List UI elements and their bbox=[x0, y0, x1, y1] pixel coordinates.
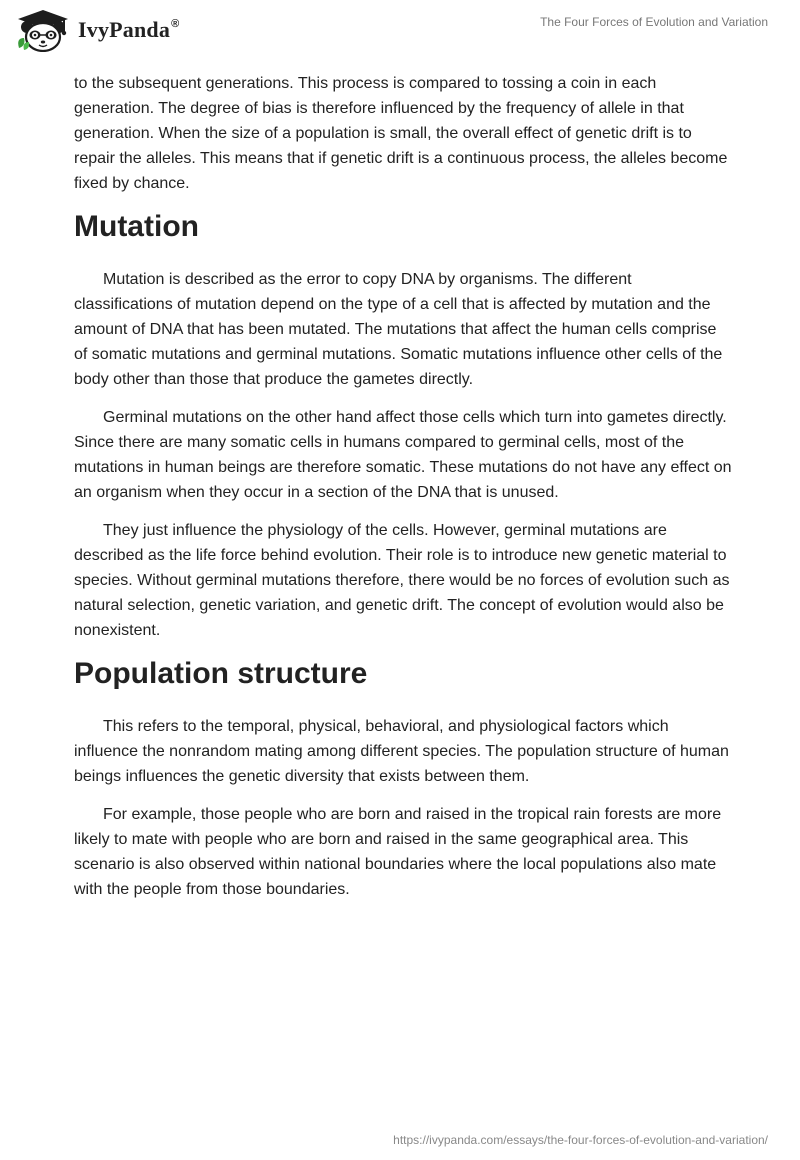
source-url[interactable]: https://ivypanda.com/essays/the-four-forces-of-evolution-and-variation/ bbox=[393, 1133, 768, 1147]
brand-logo[interactable] bbox=[14, 8, 179, 52]
paragraph: For example, those people who are born and raised in the tropical rain forests are more likely to mate with people who are born and raised in the same geographical area. This scenario is also observed within national boundaries where the local populations also mate with the people from those boundaries. bbox=[74, 806, 722, 898]
document-title: The Four Forces of Evolution and Variation bbox=[540, 15, 768, 29]
section-heading-mutation: Mutation bbox=[74, 210, 199, 243]
brand-name: IvyPanda® bbox=[78, 17, 180, 42]
paragraph: to the subsequent generations. This process is compared to tossing a coin in each generation. The degree of bias is therefore influenced by the frequency of allele in that generation. When the size of a population is small, the overall effect of genetic drift is to repair the alleles. This means that if genetic drift is a continuous process, the alleles become fixed by chance. bbox=[74, 75, 728, 192]
essay-content bbox=[74, 71, 734, 915]
paragraph: Germinal mutations on the other hand affect those cells which turn into gametes directly. Since there are many somatic cells in humans compared to germinal cells, most of the mutations in human beings are therefore somatic. These mutations do not have any effect on an organism when they occur in a section of the DNA that is unused. bbox=[74, 409, 732, 501]
panda-graduate-icon bbox=[14, 8, 72, 52]
paragraph: Mutation is described as the error to copy DNA by organisms. The different classifications of mutation depend on the type of a cell that is affected by mutation and the amount of DNA that has been mutated. The mutations that affect the human cells comprise of somatic mutations and germinal mutations. Somatic mutations influence other cells of the body other than those that produce the gametes directly. bbox=[74, 271, 723, 388]
paragraph: They just influence the physiology of the cells. However, germinal mutations are described as the life force behind evolution. Their role is to introduce new genetic material to species. Without germinal mutations therefore, there would be no forces of evolution such as natural selection, genetic variation, and genetic drift. The concept of evolution would also be nonexistent. bbox=[74, 522, 730, 639]
page-header bbox=[0, 0, 800, 70]
paragraph: This refers to the temporal, physical, behavioral, and physiological factors which influence the nonrandom mating among different species. The population structure of human beings influences the genetic diversity that exists between them. bbox=[74, 718, 729, 785]
section-heading-population-structure: Population structure bbox=[74, 657, 368, 690]
trademark-symbol: ® bbox=[171, 18, 180, 30]
